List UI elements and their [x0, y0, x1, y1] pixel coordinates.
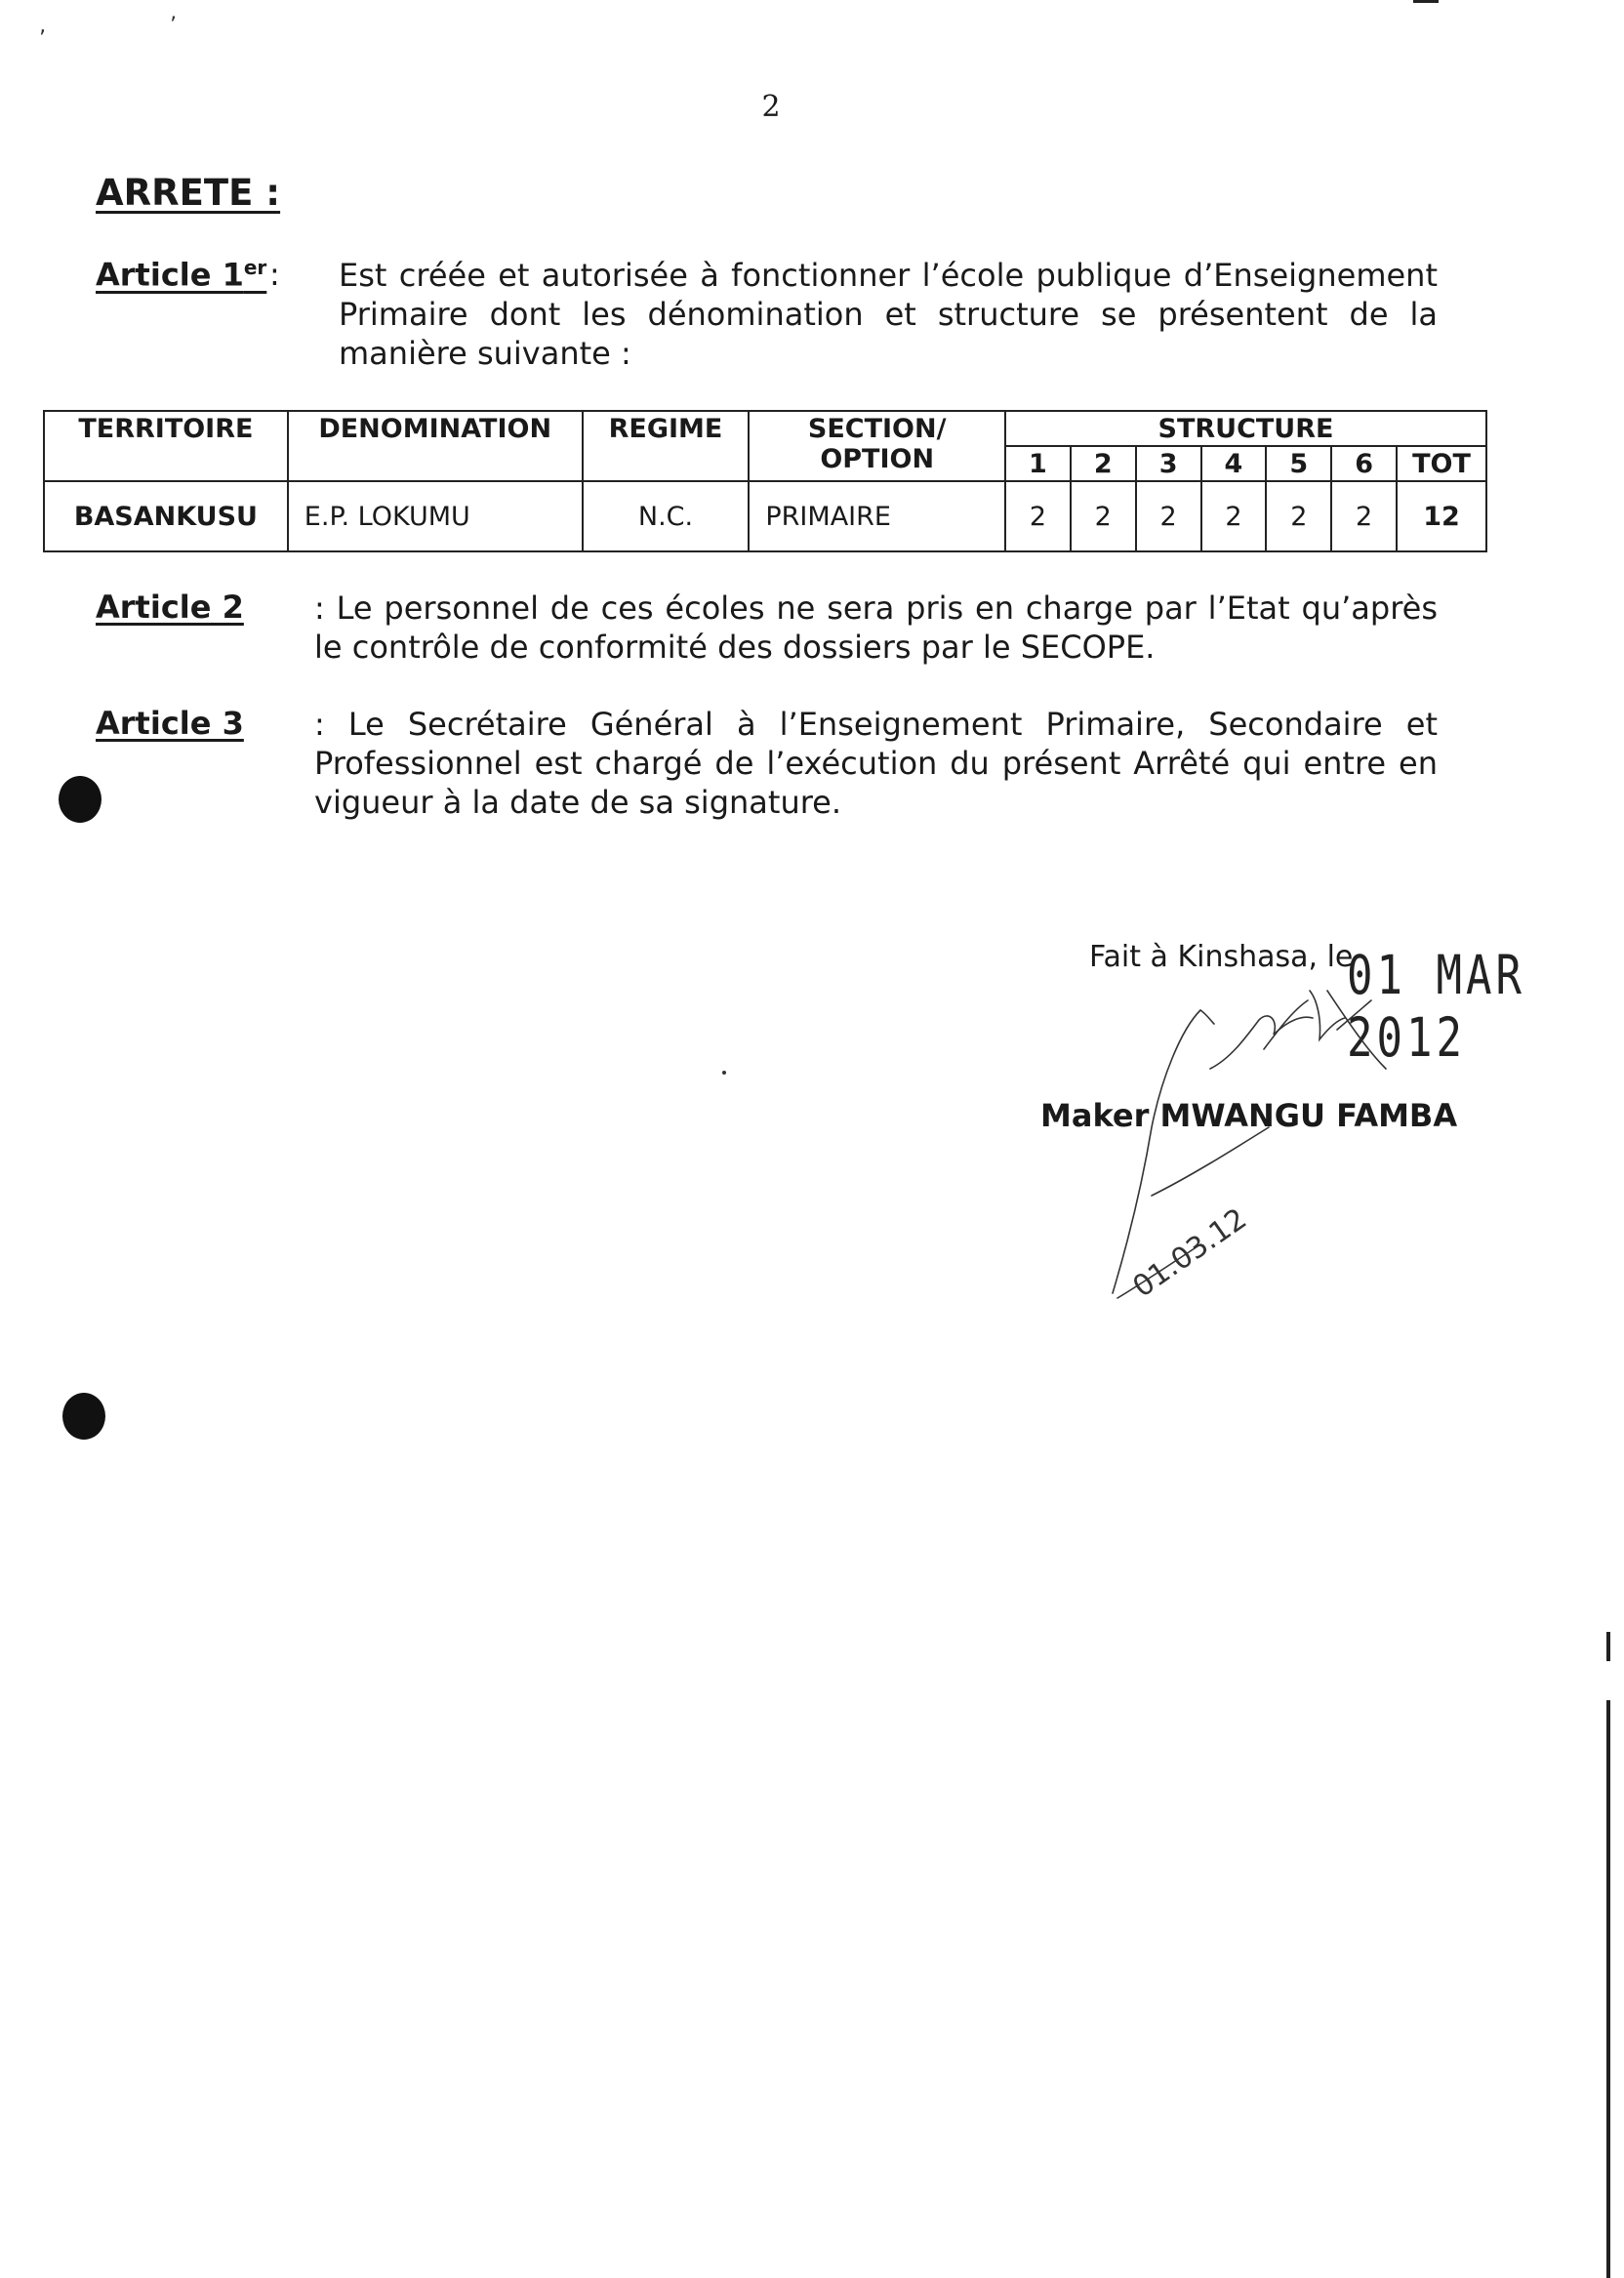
school-structure-table	[43, 410, 1487, 552]
punch-hole-mark-top	[59, 776, 102, 823]
cell-territoire: BASANKUSU	[44, 481, 288, 551]
header-denomination: DENOMINATION	[288, 411, 583, 481]
header-col-6: 6	[1331, 446, 1397, 481]
article-1-text: Est créée et autorisée à fonctionner l’école publique d’Enseignement Primaire dont les dénomination et structure se présentent de la manière suivante :	[339, 257, 1438, 372]
cell-regime: N.C.	[583, 481, 750, 551]
header-col-1: 1	[1005, 446, 1071, 481]
signer-name: Maker MWANGU FAMBA	[1040, 1097, 1458, 1134]
article-1-colon: :	[269, 256, 280, 293]
article-3-label: Article 3	[96, 705, 244, 742]
header-col-5: 5	[1266, 446, 1331, 481]
decree-heading: ARRETE :	[96, 172, 281, 214]
header-territoire: TERRITOIRE	[44, 411, 288, 481]
header-section-option	[749, 411, 1005, 481]
handwritten-date: 01.03.12	[1126, 1201, 1254, 1305]
cell-denomination: E.P. LOKUMU	[288, 481, 583, 551]
page-number: 2	[761, 90, 781, 124]
article-2-text: : Le personnel de ces écoles ne sera pris en charge par l’Etat qu’après le contrôle de conformité des dossiers par le SECOPE.	[314, 590, 1438, 666]
header-col-2: 2	[1071, 446, 1136, 481]
date-stamp: 01 MAR 2012	[1347, 945, 1525, 1070]
header-col-tot: TOT	[1397, 446, 1486, 481]
header-col-3: 3	[1136, 446, 1201, 481]
cell-col-6: 2	[1331, 481, 1397, 551]
article-3-text: : Le Secrétaire Général à l’Enseignement Primaire, Secondaire et Professionnel est chargé de l’exécution du présent Arrêté qui entre en vigueur à la date de sa signature.	[314, 706, 1438, 821]
place-date-label: Fait à Kinshasa, le	[1089, 940, 1354, 974]
top-edge-mark	[1413, 0, 1439, 3]
header-col-4: 4	[1201, 446, 1267, 481]
table-row	[44, 481, 1486, 551]
article-2-label: Article 2	[96, 589, 244, 626]
article-1-label	[96, 256, 266, 294]
punch-hole-mark-bottom	[62, 1393, 105, 1440]
header-regime: REGIME	[583, 411, 750, 481]
article-1-label-sup: er	[243, 256, 267, 279]
cell-section: PRIMAIRE	[749, 481, 1005, 551]
cell-col-1: 2	[1005, 481, 1071, 551]
table-header-row	[44, 411, 1486, 446]
corner-marks: ‚ ’	[39, 14, 235, 38]
cell-col-4: 2	[1201, 481, 1267, 551]
cell-col-3: 2	[1136, 481, 1201, 551]
article-1-label-text: Article 1	[96, 256, 244, 294]
header-section-line1: SECTION/	[807, 414, 947, 444]
right-edge-tick	[1606, 1632, 1610, 1661]
header-structure: STRUCTURE	[1005, 411, 1486, 446]
handwritten-signature	[1035, 961, 1444, 1332]
header-section-line2: OPTION	[820, 444, 935, 474]
cell-col-5: 2	[1266, 481, 1331, 551]
speck	[722, 1071, 726, 1075]
right-edge-line	[1606, 1700, 1610, 2278]
cell-col-2: 2	[1071, 481, 1136, 551]
cell-col-tot: 12	[1397, 481, 1486, 551]
